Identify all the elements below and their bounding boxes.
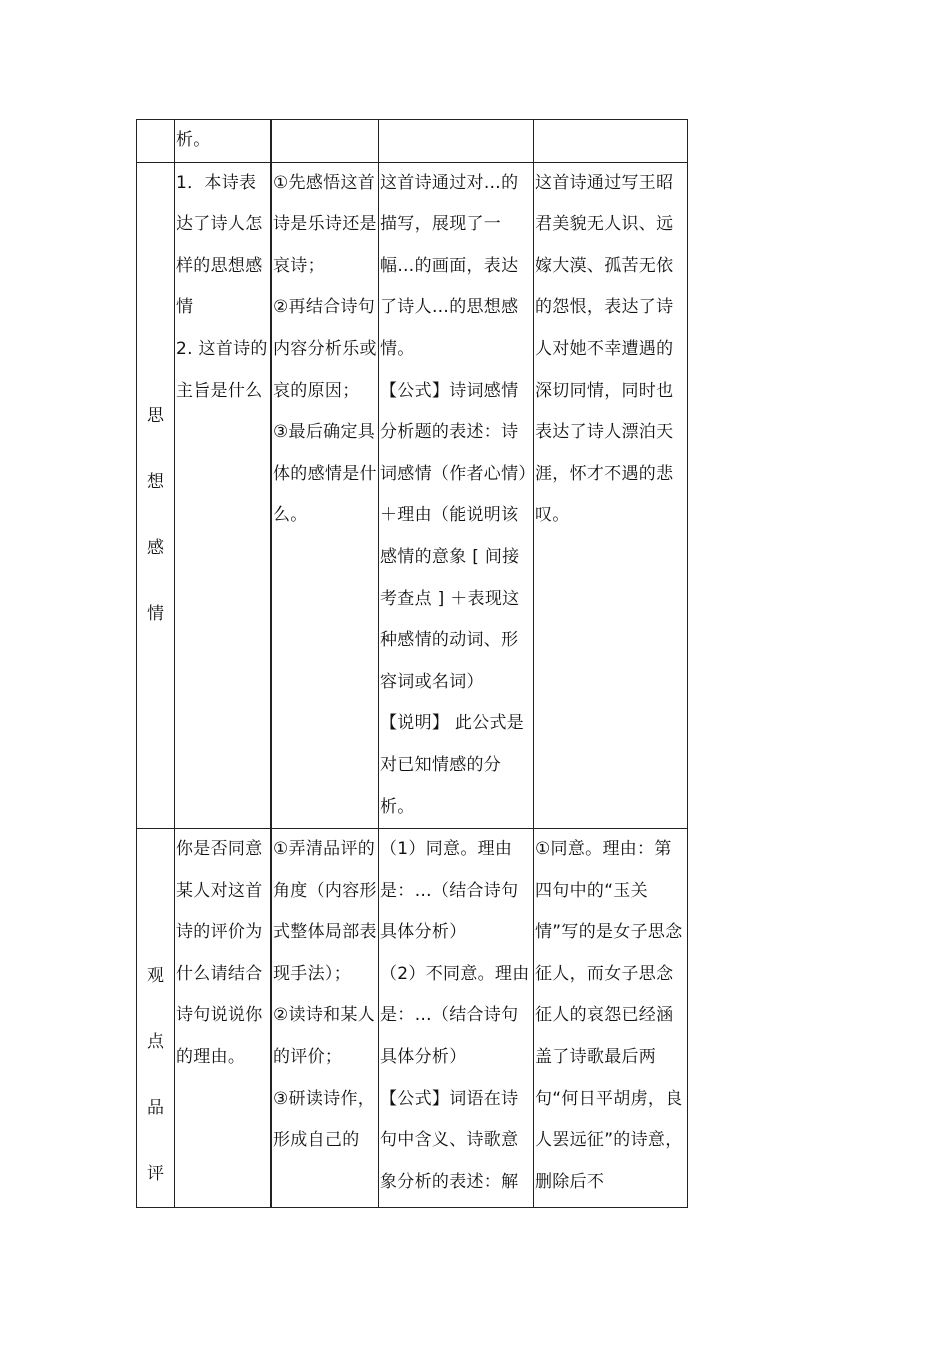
category-label-opinion-review [137, 829, 174, 1207]
question-cell [175, 829, 272, 1208]
formula-text: （1）同意。理由是：…（结合诗句具体分析） （2）不同意。理由是：…（结合诗句具体分析） 【公式】词语在诗句中含义、诗歌意象分析的表述：解 [380, 839, 530, 1192]
category-char: 品 [147, 1098, 164, 1119]
category-char: 评 [147, 1164, 164, 1185]
question-cell [175, 120, 272, 163]
method-cell [271, 162, 379, 829]
category-char: 思 [147, 405, 164, 426]
formula-cell [379, 829, 534, 1208]
formula-cell [379, 162, 534, 829]
method-text: ①弄清品评的角度（内容形式整体局部表现手法）； ②读诗和某人的评价； ③研读诗作，形成自己的 [273, 839, 377, 1151]
example-text: 这首诗通过写王昭君美貌无人识、远嫁大漠、孤苦无依的怨恨，表达了诗人对她不幸遭遇的深切同情，同时也表达了诗人漂泊天涯，怀才不遇的悲叹。 [535, 172, 674, 526]
method-cell [271, 829, 379, 1208]
category-char: 感 [147, 537, 164, 558]
method-text: ①先感悟这首诗是乐诗还是哀诗； ②再结合诗句内容分析乐或哀的原因； ③最后确定具体的感情是什么。 [273, 172, 377, 526]
category-char: 观 [147, 966, 164, 987]
table-row [137, 162, 688, 829]
example-cell [534, 829, 688, 1208]
category-cell [137, 829, 175, 1208]
example-text: ①同意。理由：第四句中的“玉关情”写的是女子思念征人，而女子思念征人的哀怨已经涵盖了诗歌最后两句“何日平胡虏，良人罢远征”的诗意，删除后不 [535, 839, 683, 1192]
question-text: 1．本诗表达了诗人怎样的思想感情 2. 这首诗的主旨是什么 [176, 172, 268, 401]
category-char: 想 [147, 471, 164, 492]
formula-cell [379, 120, 534, 163]
category-label-thought-feeling [137, 163, 174, 829]
category-char: 点 [147, 1032, 164, 1053]
example-cell [534, 162, 688, 829]
question-text: 你是否同意某人对这首诗的评价为什么请结合诗句说说你的理由。 [176, 839, 263, 1068]
category-char: 情 [147, 603, 164, 624]
question-cell [175, 162, 272, 829]
category-cell [137, 162, 175, 829]
question-text: 析。 [176, 130, 211, 150]
table-row [137, 120, 688, 163]
method-cell [271, 120, 379, 163]
formula-text: 这首诗通过对…的描写，展现了一幅…的画面，表达了诗人…的思想感情。 【公式】诗词感情分析题的表述：诗词感情（作者心情）＋理由（能说明该感情的意象 [ 间接考查点 ] ＋表现这种感情的动词、形容词或名词） 【说明】 此公式是对已知情感的分析。 [380, 172, 528, 817]
category-cell [137, 120, 175, 163]
example-cell [534, 120, 688, 163]
analysis-table [136, 119, 688, 1208]
table-row [137, 829, 688, 1208]
